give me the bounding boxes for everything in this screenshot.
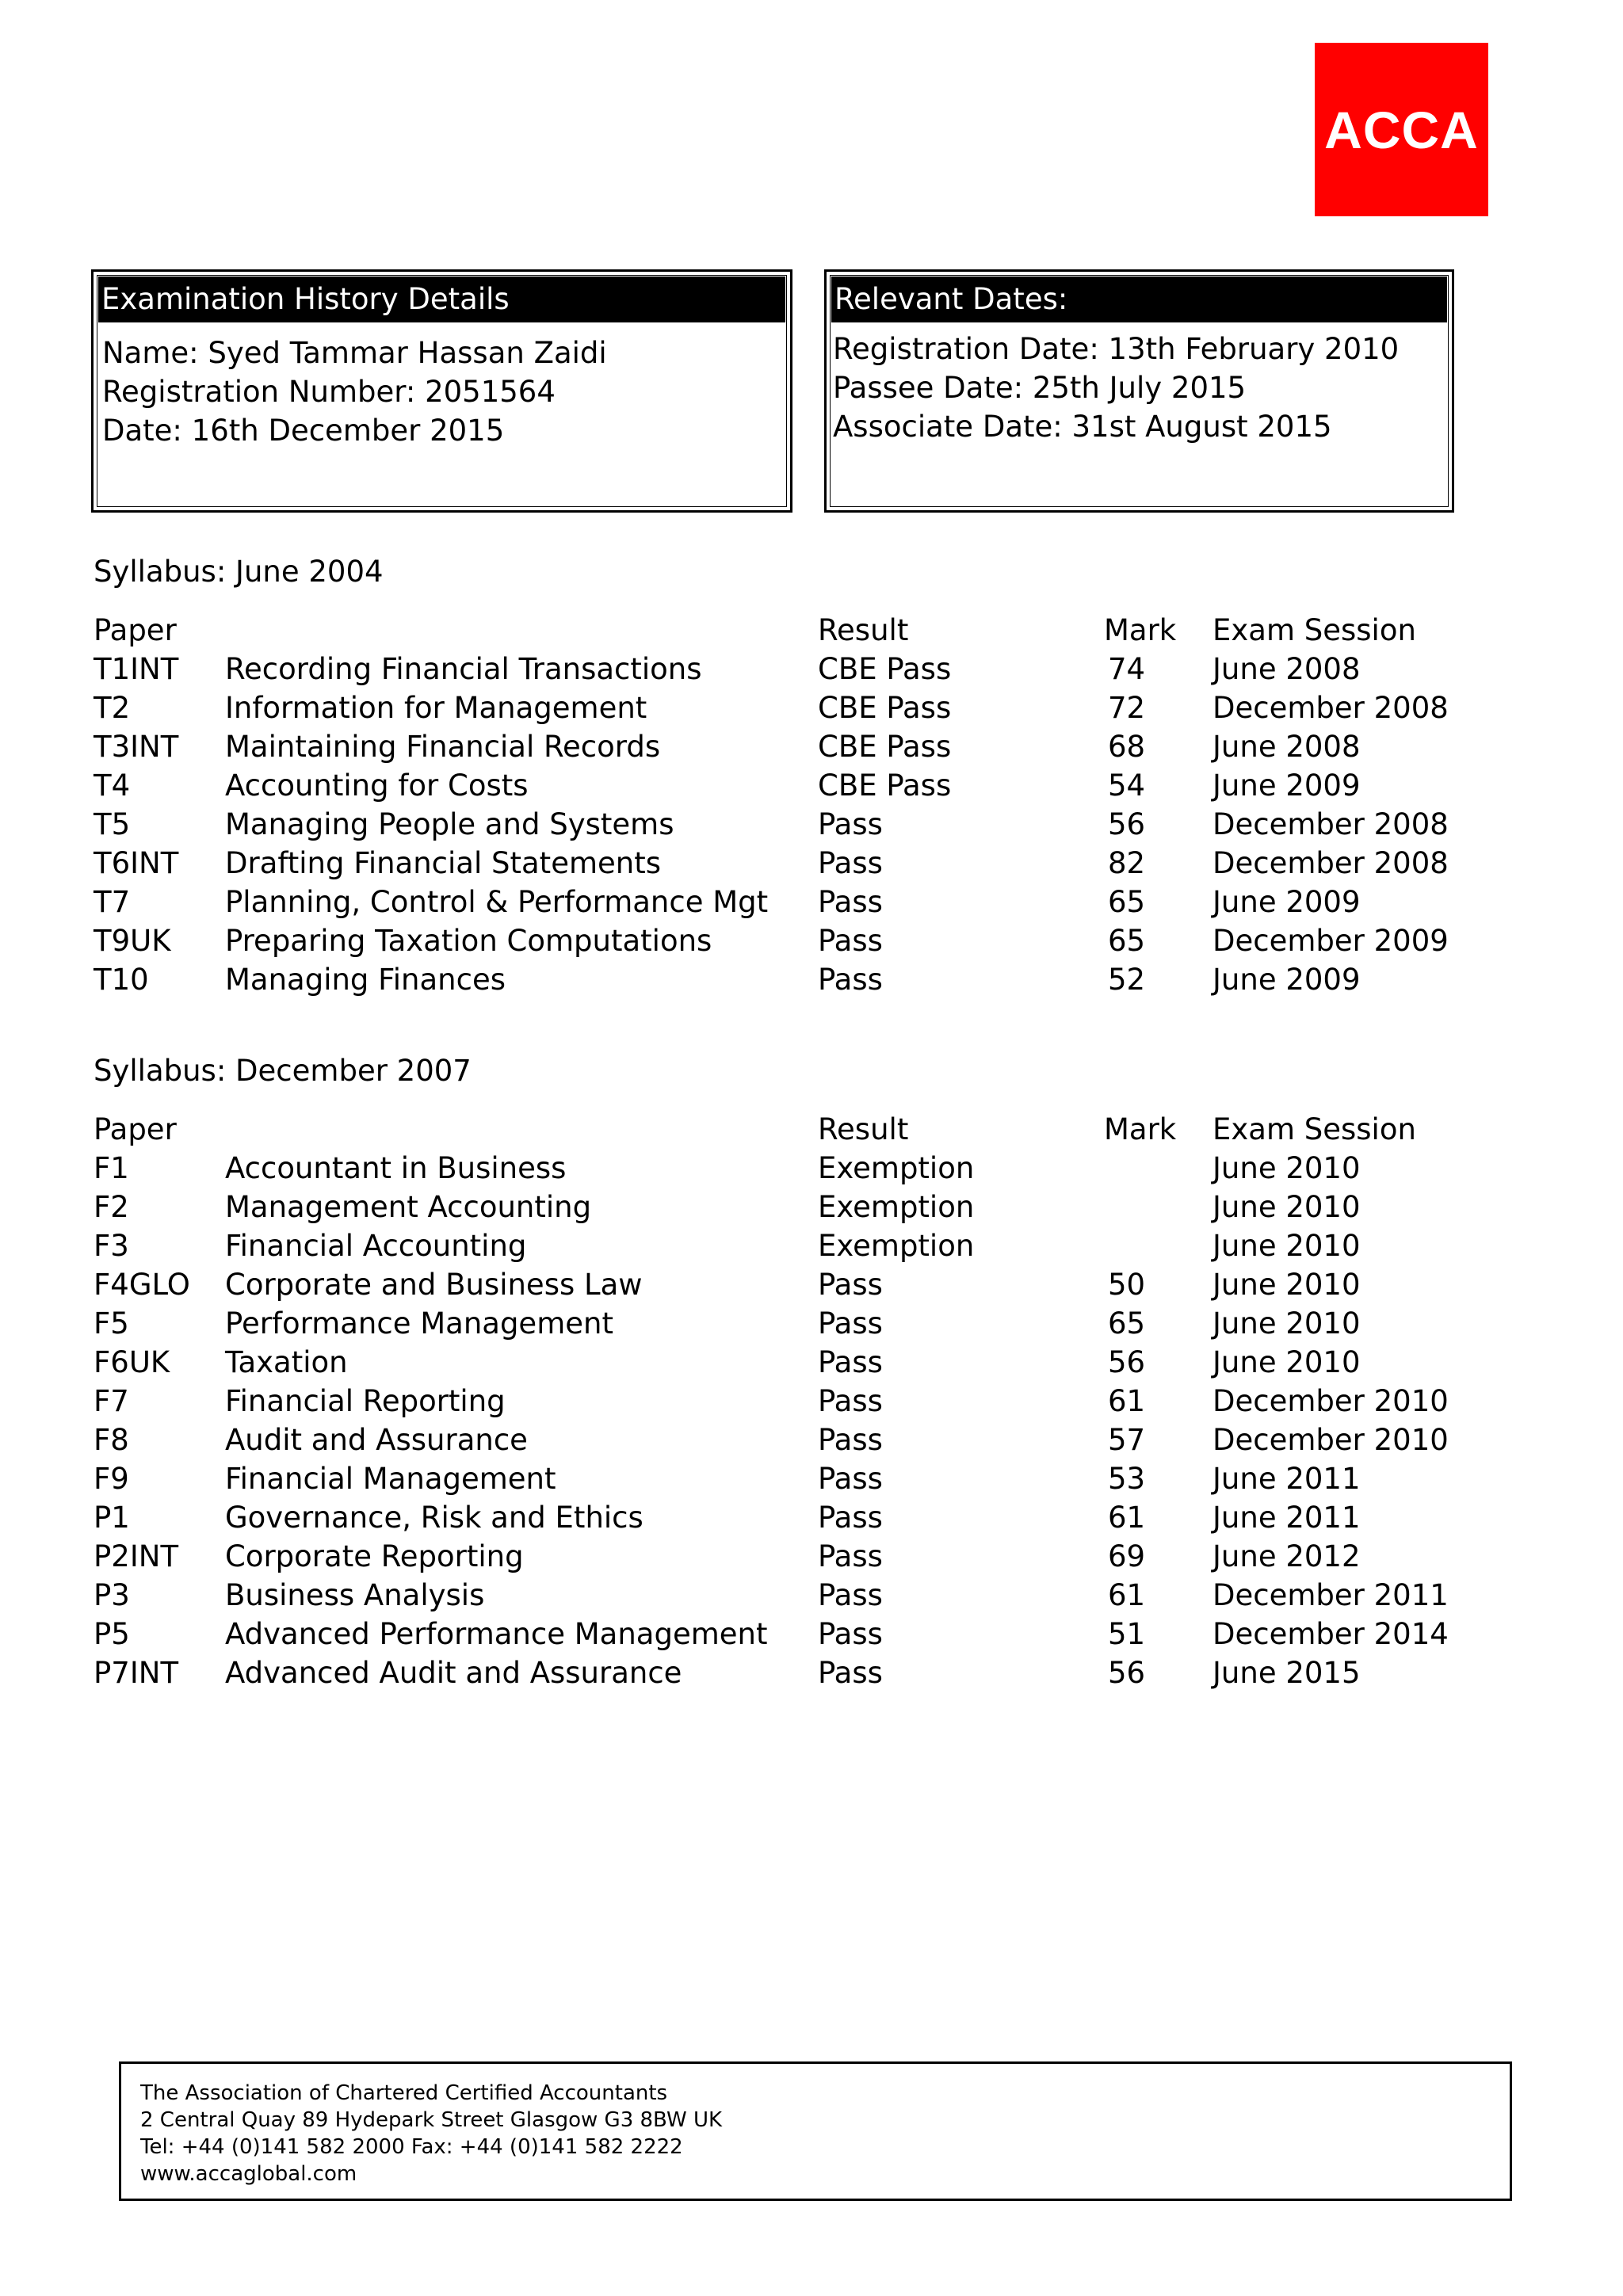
paper-exam-session: December 2010 bbox=[1212, 1423, 1449, 1457]
paper-mark: 65 bbox=[1108, 924, 1146, 958]
footer-org-name: The Association of Chartered Certified Accountants bbox=[140, 2081, 668, 2105]
paper-mark: 69 bbox=[1108, 1539, 1146, 1573]
paper-header: Paper bbox=[94, 1112, 177, 1146]
paper-mark: 54 bbox=[1108, 769, 1146, 803]
paper-mark: 56 bbox=[1108, 807, 1146, 841]
paper-exam-session: December 2008 bbox=[1212, 807, 1449, 841]
paper-title: Corporate Reporting bbox=[225, 1539, 524, 1573]
paper-result: Pass bbox=[818, 1656, 883, 1690]
paper-title: Managing Finances bbox=[225, 963, 506, 997]
paper-result: Pass bbox=[818, 1617, 883, 1651]
paper-mark: 65 bbox=[1108, 1306, 1146, 1341]
paper-code: T7 bbox=[94, 885, 131, 919]
paper-title: Maintaining Financial Records bbox=[225, 730, 661, 764]
footer-address: 2 Central Quay 89 Hydepark Street Glasgow G3 8BW UK bbox=[140, 2108, 723, 2132]
paper-result: Pass bbox=[818, 885, 883, 919]
paper-exam-session: December 2010 bbox=[1212, 1384, 1449, 1418]
paper-title: Financial Reporting bbox=[225, 1384, 506, 1418]
exam-history-box bbox=[91, 269, 792, 513]
paper-mark: 57 bbox=[1108, 1423, 1146, 1457]
paper-result: CBE Pass bbox=[818, 652, 952, 686]
table-row bbox=[0, 1499, 1623, 1537]
paper-result: Exemption bbox=[818, 1190, 975, 1224]
paper-mark: 61 bbox=[1108, 1578, 1146, 1612]
syllabus-title: Syllabus: December 2007 bbox=[94, 1054, 472, 1088]
table-row bbox=[0, 1460, 1623, 1498]
result-header: Result bbox=[818, 1112, 909, 1146]
paper-title: Planning, Control & Performance Mgt bbox=[225, 885, 769, 919]
table-row bbox=[0, 1654, 1623, 1692]
paper-code: T4 bbox=[94, 769, 131, 803]
table-row bbox=[0, 1344, 1623, 1382]
syllabus-title: Syllabus: June 2004 bbox=[94, 555, 384, 589]
paper-title: Performance Management bbox=[225, 1306, 613, 1341]
paper-code: T10 bbox=[94, 963, 149, 997]
paper-exam-session: December 2011 bbox=[1212, 1578, 1449, 1612]
paper-code: T6INT bbox=[94, 846, 179, 880]
exam-session-header: Exam Session bbox=[1212, 613, 1416, 647]
paper-code: P2INT bbox=[94, 1539, 179, 1573]
paper-code: T2 bbox=[94, 691, 131, 725]
paper-title: Audit and Assurance bbox=[225, 1423, 528, 1457]
paper-title: Advanced Performance Management bbox=[225, 1617, 768, 1651]
footer-website: www.accaglobal.com bbox=[140, 2162, 357, 2186]
acca-logo-text: ACCA bbox=[1324, 100, 1479, 159]
paper-code: T5 bbox=[94, 807, 131, 841]
table-row bbox=[0, 1227, 1623, 1265]
paper-exam-session: June 2010 bbox=[1212, 1345, 1361, 1379]
table-header-row bbox=[0, 612, 1623, 650]
mark-header: Mark bbox=[1104, 1112, 1177, 1146]
paper-title: Managing People and Systems bbox=[225, 807, 674, 841]
table-row bbox=[0, 922, 1623, 960]
paper-exam-session: June 2012 bbox=[1212, 1539, 1361, 1573]
table-row bbox=[0, 728, 1623, 766]
paper-title: Financial Management bbox=[225, 1462, 556, 1496]
table-row bbox=[0, 1305, 1623, 1343]
paper-result: Pass bbox=[818, 1345, 883, 1379]
paper-exam-session: June 2011 bbox=[1212, 1462, 1361, 1496]
paper-mark: 61 bbox=[1108, 1384, 1146, 1418]
paper-result: CBE Pass bbox=[818, 691, 952, 725]
exam-history-header: Examination History Details bbox=[98, 277, 785, 322]
paper-title: Recording Financial Transactions bbox=[225, 652, 702, 686]
paper-code: P5 bbox=[94, 1617, 130, 1651]
result-header: Result bbox=[818, 613, 909, 647]
paper-header: Paper bbox=[94, 613, 177, 647]
paper-code: T9UK bbox=[94, 924, 171, 958]
relevant-dates-header: Relevant Dates: bbox=[831, 277, 1447, 322]
paper-code: T1INT bbox=[94, 652, 179, 686]
table-row bbox=[0, 1188, 1623, 1226]
table-row bbox=[0, 1266, 1623, 1304]
table-row bbox=[0, 883, 1623, 921]
paper-exam-session: June 2009 bbox=[1212, 769, 1361, 803]
paper-title: Accounting for Costs bbox=[225, 769, 529, 803]
paper-mark: 50 bbox=[1108, 1268, 1146, 1302]
table-row bbox=[0, 1577, 1623, 1615]
paper-result: CBE Pass bbox=[818, 730, 952, 764]
paper-mark: 72 bbox=[1108, 691, 1146, 725]
paper-title: Drafting Financial Statements bbox=[225, 846, 661, 880]
table-row bbox=[0, 767, 1623, 805]
paper-title: Governance, Risk and Ethics bbox=[225, 1501, 643, 1535]
footer-phone: Tel: +44 (0)141 582 2000 Fax: +44 (0)141 582 2222 bbox=[140, 2135, 683, 2159]
paper-exam-session: December 2009 bbox=[1212, 924, 1449, 958]
registration-date: Registration Date: 13th February 2010 bbox=[833, 332, 1400, 366]
paper-result: Pass bbox=[818, 1539, 883, 1573]
paper-title: Preparing Taxation Computations bbox=[225, 924, 712, 958]
statement-date: Date: 16th December 2015 bbox=[102, 414, 505, 448]
mark-header: Mark bbox=[1104, 613, 1177, 647]
paper-code: F2 bbox=[94, 1190, 129, 1224]
paper-result: Pass bbox=[818, 1306, 883, 1341]
registration-number: Registration Number: 2051564 bbox=[102, 375, 556, 409]
paper-exam-session: June 2009 bbox=[1212, 963, 1361, 997]
exam-session-header: Exam Session bbox=[1212, 1112, 1416, 1146]
paper-mark: 51 bbox=[1108, 1617, 1146, 1651]
paper-title: Accountant in Business bbox=[225, 1151, 567, 1185]
table-header-row bbox=[0, 1111, 1623, 1149]
paper-title: Business Analysis bbox=[225, 1578, 485, 1612]
paper-title: Financial Accounting bbox=[225, 1229, 527, 1263]
paper-code: F7 bbox=[94, 1384, 129, 1418]
paper-exam-session: December 2008 bbox=[1212, 691, 1449, 725]
table-row bbox=[0, 1150, 1623, 1188]
passee-date: Passee Date: 25th July 2015 bbox=[833, 371, 1247, 405]
paper-result: Exemption bbox=[818, 1229, 975, 1263]
paper-mark: 82 bbox=[1108, 846, 1146, 880]
paper-result: Pass bbox=[818, 846, 883, 880]
associate-date: Associate Date: 31st August 2015 bbox=[833, 410, 1332, 444]
paper-exam-session: June 2009 bbox=[1212, 885, 1361, 919]
paper-exam-session: December 2008 bbox=[1212, 846, 1449, 880]
paper-result: Pass bbox=[818, 963, 883, 997]
paper-exam-session: June 2010 bbox=[1212, 1268, 1361, 1302]
paper-result: Pass bbox=[818, 1423, 883, 1457]
relevant-dates-box bbox=[824, 269, 1454, 513]
paper-exam-session: June 2008 bbox=[1212, 652, 1361, 686]
paper-code: F3 bbox=[94, 1229, 129, 1263]
candidate-name: Name: Syed Tammar Hassan Zaidi bbox=[102, 336, 607, 370]
table-row bbox=[0, 1538, 1623, 1576]
paper-mark: 53 bbox=[1108, 1462, 1146, 1496]
paper-mark: 56 bbox=[1108, 1345, 1146, 1379]
paper-code: P3 bbox=[94, 1578, 130, 1612]
paper-code: P1 bbox=[94, 1501, 130, 1535]
table-row bbox=[0, 806, 1623, 844]
table-row bbox=[0, 689, 1623, 727]
paper-title: Taxation bbox=[225, 1345, 348, 1379]
paper-exam-session: June 2010 bbox=[1212, 1306, 1361, 1341]
paper-result: Pass bbox=[818, 1578, 883, 1612]
table-row bbox=[0, 1615, 1623, 1653]
paper-exam-session: June 2015 bbox=[1212, 1656, 1361, 1690]
paper-mark: 65 bbox=[1108, 885, 1146, 919]
table-row bbox=[0, 961, 1623, 999]
paper-result: Pass bbox=[818, 1384, 883, 1418]
paper-code: T3INT bbox=[94, 730, 179, 764]
paper-mark: 68 bbox=[1108, 730, 1146, 764]
paper-mark: 52 bbox=[1108, 963, 1146, 997]
paper-result: Exemption bbox=[818, 1151, 975, 1185]
paper-title: Corporate and Business Law bbox=[225, 1268, 643, 1302]
paper-exam-session: June 2010 bbox=[1212, 1151, 1361, 1185]
paper-mark: 56 bbox=[1108, 1656, 1146, 1690]
paper-title: Advanced Audit and Assurance bbox=[225, 1656, 682, 1690]
paper-exam-session: June 2010 bbox=[1212, 1190, 1361, 1224]
paper-exam-session: December 2014 bbox=[1212, 1617, 1449, 1651]
paper-code: F8 bbox=[94, 1423, 129, 1457]
footer-address-box bbox=[119, 2061, 1512, 2201]
paper-title: Management Accounting bbox=[225, 1190, 592, 1224]
paper-title: Information for Management bbox=[225, 691, 647, 725]
paper-code: F5 bbox=[94, 1306, 129, 1341]
paper-result: CBE Pass bbox=[818, 769, 952, 803]
table-row bbox=[0, 650, 1623, 688]
paper-code: F4GLO bbox=[94, 1268, 190, 1302]
paper-result: Pass bbox=[818, 1501, 883, 1535]
table-row bbox=[0, 1383, 1623, 1421]
paper-exam-session: June 2011 bbox=[1212, 1501, 1361, 1535]
paper-code: F6UK bbox=[94, 1345, 170, 1379]
paper-code: P7INT bbox=[94, 1656, 179, 1690]
acca-logo bbox=[1315, 43, 1488, 216]
paper-result: Pass bbox=[818, 1268, 883, 1302]
paper-exam-session: June 2008 bbox=[1212, 730, 1361, 764]
paper-result: Pass bbox=[818, 1462, 883, 1496]
paper-code: F1 bbox=[94, 1151, 129, 1185]
paper-mark: 74 bbox=[1108, 652, 1146, 686]
paper-exam-session: June 2010 bbox=[1212, 1229, 1361, 1263]
table-row bbox=[0, 1421, 1623, 1459]
paper-result: Pass bbox=[818, 924, 883, 958]
table-row bbox=[0, 845, 1623, 883]
paper-result: Pass bbox=[818, 807, 883, 841]
paper-code: F9 bbox=[94, 1462, 129, 1496]
paper-mark: 61 bbox=[1108, 1501, 1146, 1535]
